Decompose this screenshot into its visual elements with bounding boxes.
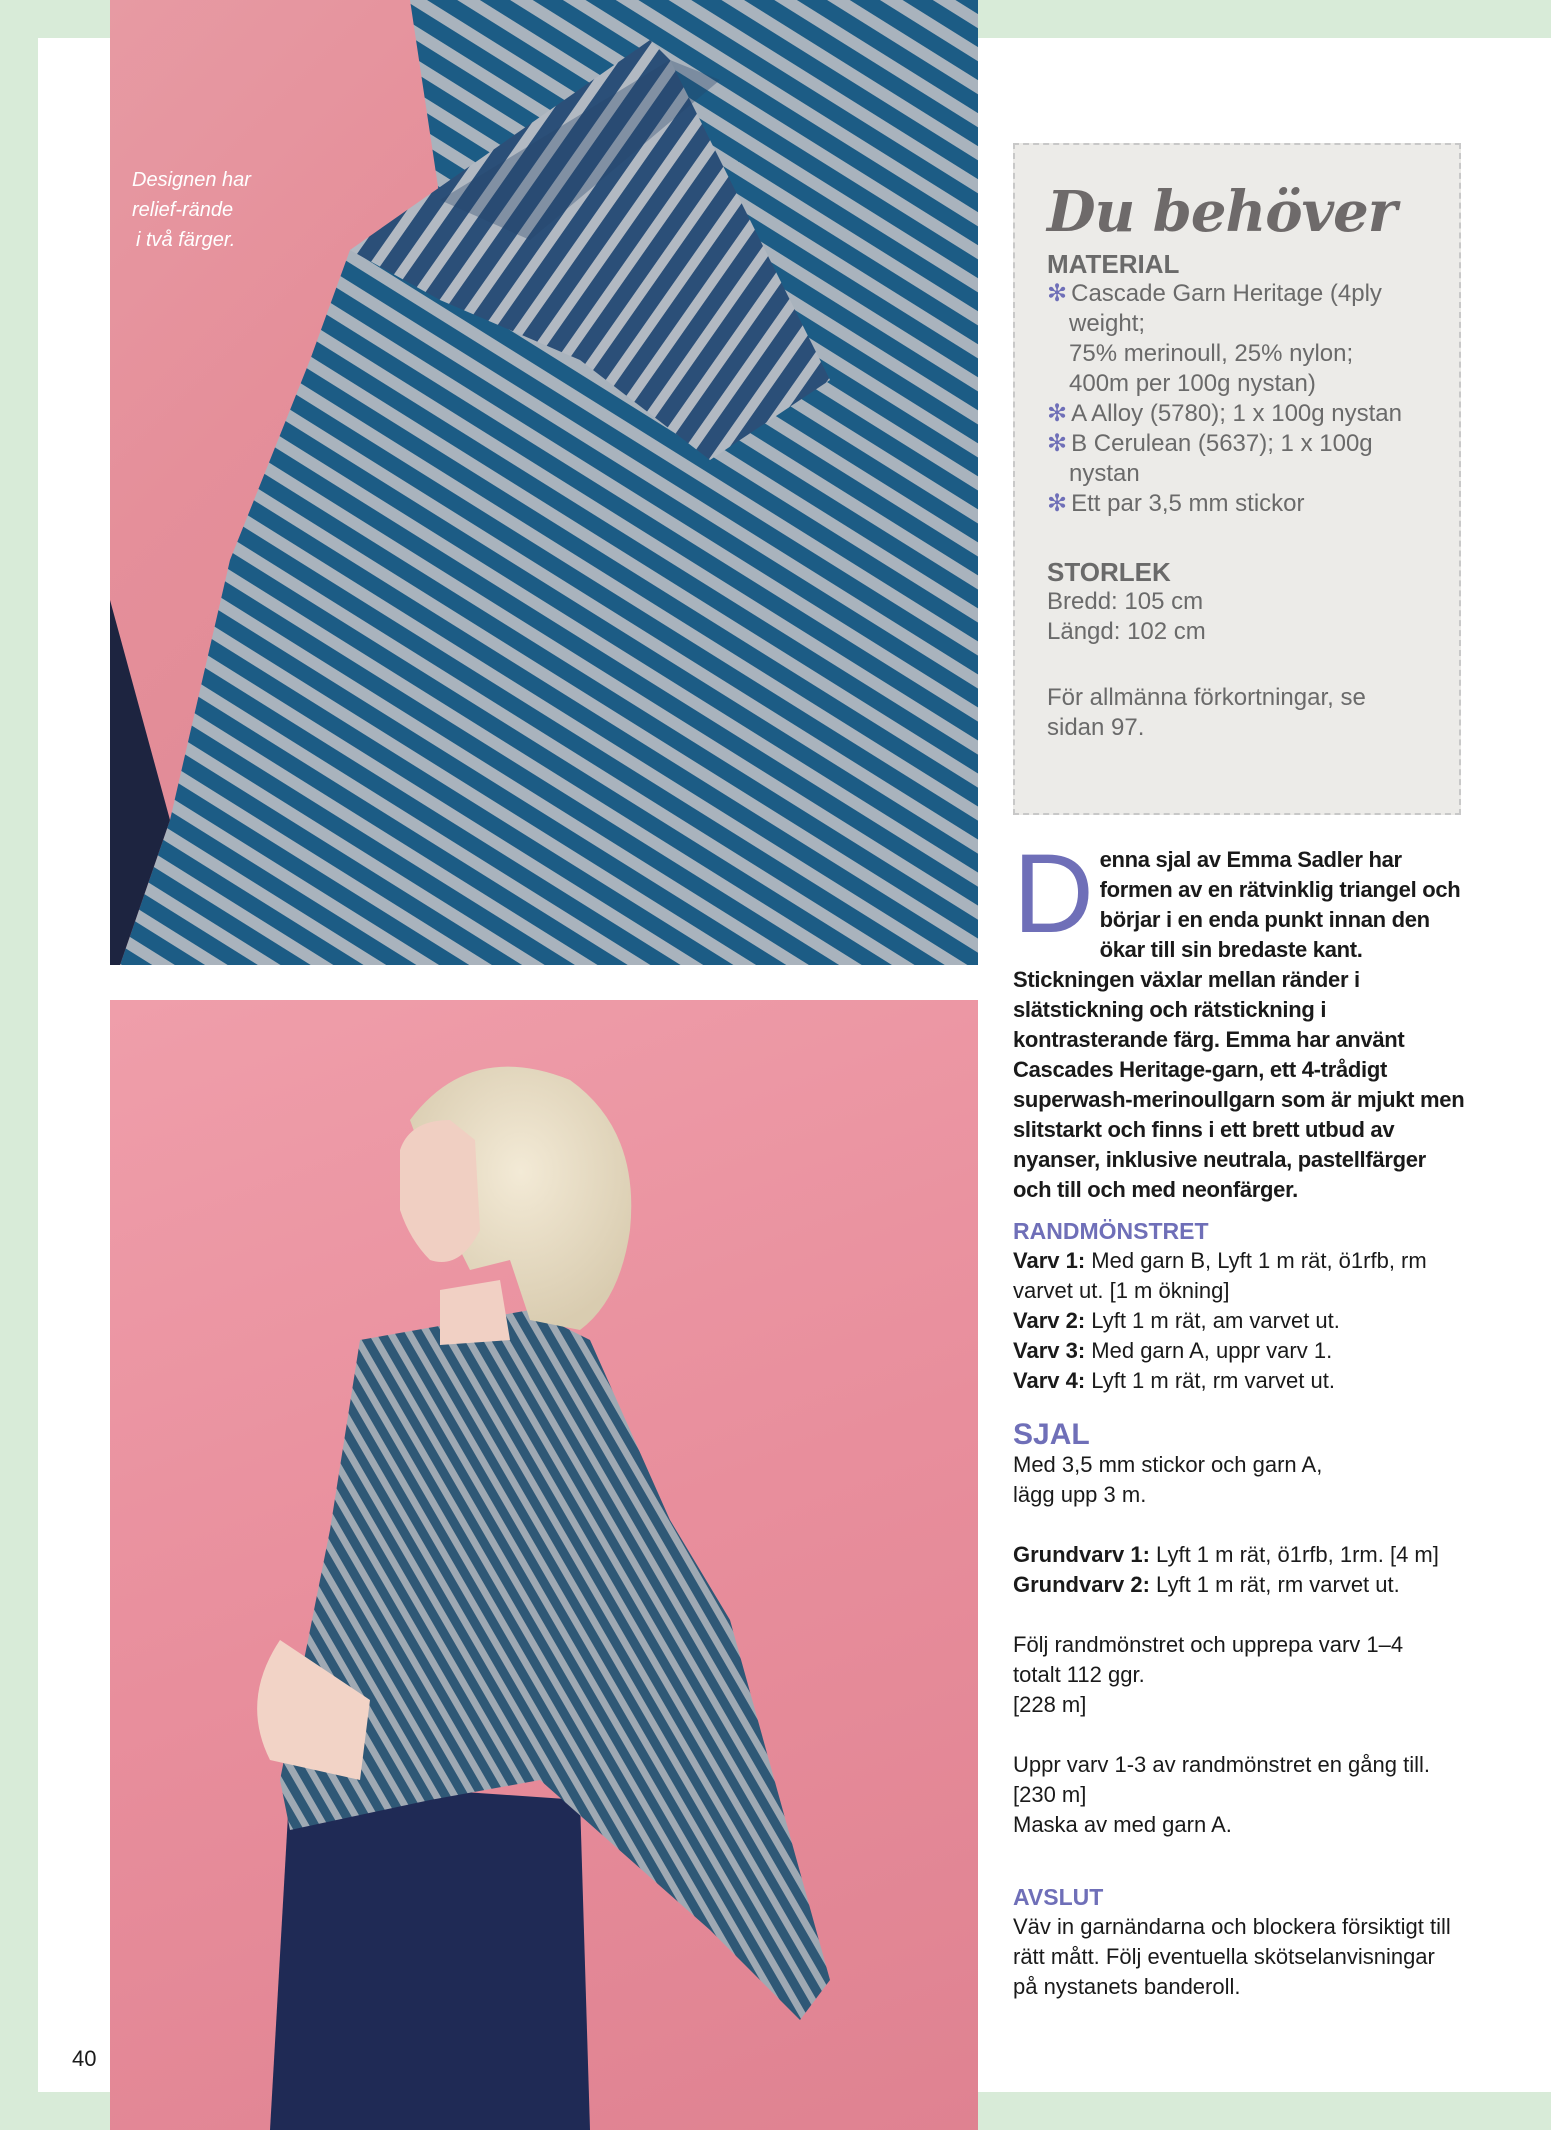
stripe-pattern-heading: RANDMÖNSTRET [1013, 1218, 1209, 1244]
size-width: Bredd: 105 cm [1047, 588, 1204, 615]
caption-line: Designen har [132, 169, 251, 191]
pattern-row: Varv 4: Lyft 1 m rät, rm varvet ut. [1013, 1368, 1335, 1393]
intro-text: enna sjal av Emma Sadler har formen av en rätvinklig triangel och börjar i en enda punkt innan den ökar till sin bredaste kant. Stickningen växlar mellan ränder i slätstickning och rätstickning i kontrasterande färg. Emma har använt Cascades Heritage-garn, ett 4-trådigt superwash-merinoullgarn som är mjukt men slitstarkt och finns i ett brett utbud av nyanser, inklusive neutrala, pastellfärger och till och med neonfärger. [1013, 847, 1465, 1202]
shawl-closeup-photo [110, 0, 978, 965]
caption-line: relief-rände [132, 199, 234, 221]
base-row: Grundvarv 1: Lyft 1 m rät, ö1rfb, 1rm. [4 m] [1013, 1542, 1439, 1567]
finishing-heading: AVSLUT [1013, 1884, 1104, 1910]
asterisk-icon: ✻ [1047, 430, 1068, 457]
finishing-section [1013, 1882, 1465, 2002]
model-photo [110, 1000, 978, 2130]
size-section [1047, 557, 1437, 647]
asterisk-icon: ✻ [1047, 490, 1068, 517]
final-text: [230 m] [1013, 1782, 1087, 1807]
box-heading: Du behöver [1047, 179, 1397, 245]
repeat-text: Följ randmönstret och upprepa varv 1–4 [1013, 1632, 1404, 1657]
drop-cap: D [1013, 831, 1094, 956]
abbreviations-note: För allmänna förkortningar, se sidan 97. [1047, 684, 1366, 741]
base-row: Grundvarv 2: Lyft 1 m rät, rm varvet ut. [1013, 1572, 1400, 1597]
material-item: ✻ Cascade Garn Heritage (4ply weight; [1047, 280, 1382, 337]
materials-box [1013, 143, 1461, 815]
material-section [1047, 249, 1437, 519]
pattern-row: Varv 1: Med garn B, Lyft 1 m rät, ö1rfb, rm varvet ut. [1 m ökning] [1013, 1248, 1427, 1303]
cast-on-text: Med 3,5 mm stickor och garn A, lägg upp 3 m. [1013, 1452, 1323, 1507]
material-heading: MATERIAL [1047, 249, 1180, 279]
size-heading: STORLEK [1047, 557, 1171, 587]
pattern-row: Varv 3: Med garn A, uppr varv 1. [1013, 1338, 1333, 1363]
finishing-text: Väv in garnändarna och blockera försiktigt till rätt mått. Följ eventuella skötselanvisningar på nystanets banderoll. [1013, 1914, 1451, 1999]
repeat-text: totalt 112 ggr. [1013, 1662, 1145, 1687]
repeat-text: [228 m] [1013, 1692, 1087, 1717]
material-item-cont: 75% merinoull, 25% nylon; [1069, 340, 1354, 367]
photo-caption [132, 165, 292, 255]
page-number: 40 [72, 2046, 97, 2071]
asterisk-icon: ✻ [1047, 400, 1068, 427]
material-item-cont: 400m per 100g nystan) [1069, 370, 1316, 397]
caption-line: i två färger. [136, 229, 236, 251]
pattern-row: Varv 2: Lyft 1 m rät, am varvet ut. [1013, 1308, 1340, 1333]
material-item: ✻ Ett par 3,5 mm stickor [1047, 490, 1305, 517]
final-text: Maska av med garn A. [1013, 1812, 1232, 1837]
stripe-pattern-section [1013, 1216, 1465, 1396]
asterisk-icon: ✻ [1047, 280, 1068, 307]
shawl-heading: SJAL [1013, 1418, 1090, 1451]
size-length: Längd: 102 cm [1047, 618, 1206, 645]
final-text: Uppr varv 1-3 av randmönstret en gång till. [1013, 1752, 1430, 1777]
shawl-section [1013, 1420, 1465, 1840]
intro-paragraph [1013, 831, 1465, 1205]
material-item: ✻ B Cerulean (5637); 1 x 100g nystan [1047, 430, 1373, 487]
material-item: ✻ A Alloy (5780); 1 x 100g nystan [1047, 400, 1402, 427]
